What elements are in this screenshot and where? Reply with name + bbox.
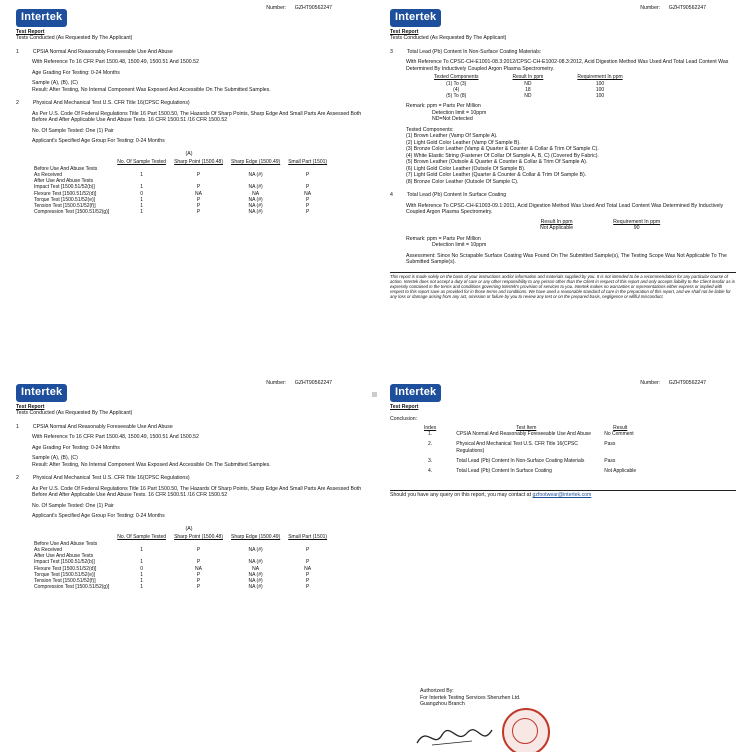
divider: [390, 272, 736, 273]
result-cell: 1: [140, 171, 144, 178]
result-cell: NA (#): [248, 571, 263, 578]
result-cell: NA: [195, 565, 202, 572]
sec3-title: Total Lead (Pb) Content In Non-Surface Coating Materials:: [406, 48, 542, 55]
col-sharp-point: Sharp Point (1500.48): [174, 534, 223, 541]
contact-email-link[interactable]: gzfootwear@intertek.com: [532, 492, 592, 499]
list-item: (6) Light Gold Color Leather (Outsole Of Sample B).: [406, 165, 526, 172]
component-cell: (1) To (3): [446, 80, 467, 87]
result-cell: NA (#): [248, 546, 263, 553]
sec1-age: Age Grading For Testing: 0-24 Months: [32, 69, 120, 76]
test-name-cell: Compression Test [1500.51/52(g)]: [34, 584, 110, 591]
col-result: Result: [613, 424, 628, 431]
test-item-cell: Total Lead (Pb) Content In Non-Surface Coating Materials: [456, 457, 585, 464]
sec4-no: 4: [390, 192, 393, 199]
authorized-branch: Guangzhou Branch: [420, 701, 465, 707]
report-title: Test Report: [390, 403, 419, 410]
value-cell: 18: [525, 86, 531, 93]
result-cell: P: [196, 584, 201, 591]
sec3-desc: With Reference To CPSC-CH-E1001-08.3:2012/CPSC-CH-E1002-08.3:2012, Acid Digestion Method Was Used And Total Lead Content Was Determined By Inductively Coupled Argon Plasma Spectrometry.: [406, 59, 729, 72]
report-title: Test Report: [16, 28, 45, 35]
col-test-item: Test Item: [516, 424, 537, 431]
result-cell: P: [305, 184, 310, 191]
sec4-h1: Result In ppm: [540, 218, 573, 225]
sec4-title: Total Lead (Pb) Content In Surface Coating: [406, 192, 507, 199]
component-cell: (5) To (8): [446, 93, 467, 99]
result-cell: NA (#): [248, 559, 263, 566]
sec3-remark-2: Detection limit = 10ppm: [432, 109, 487, 116]
result-cell: P: [305, 584, 310, 591]
report-page-4: [382, 380, 744, 752]
sec2-no: 2: [16, 100, 19, 107]
intertek-logo: Intertek: [390, 9, 441, 27]
sec2-title: Physical And Mechanical Test U.S. CFR Title 16(CPSC Regulations): [32, 100, 190, 107]
test-name-cell: After Use And Abuse Tests: [34, 553, 94, 559]
disclaimer: This report is made solely on the basis of your instructions and/or information and materials supplied by you. It is not intended to be a recommendation for any particular course of action. Intertek does not accept a duty of care or any other responsibility to any person other than the Client in respect of this report and only accepts liability to the Client insofar as is expressly contained in the terms and conditions governing Intertek's provision of services to you. Intertek makes no warranties or representations either express or implied with respect to this report save as provided for in those terms and conditions. We have used a reasonable standard of care in the preparation of this report, and we shall not be liable for any loss or damage arising from any act, omission or failure by you to review any test or on the prepared basis, negligence or willful misconduct.: [390, 273, 735, 300]
test-name-cell: Compression Test [1500.51/52(g)]: [34, 209, 110, 216]
result-cell: Not Applicable: [604, 468, 637, 474]
result-cell: 1: [140, 578, 144, 584]
result-cell: P: [305, 571, 310, 578]
sec1-sample: Sample (A), (B), (C): [32, 455, 78, 462]
test-name-cell: As Received: [34, 546, 63, 553]
sec4-remark-2: Detection limit = 10ppm: [432, 242, 487, 249]
result-cell: P: [305, 171, 310, 178]
sec4-desc: With Reference To CPSC-CH-E1003-09.1:2011, Acid Digestion Method Was Used And Total Lead Content Was Determined By Inductively Coupled Argon Plasma Spectrometry.: [406, 202, 724, 216]
sec1-no: 1: [16, 48, 19, 55]
test-name-cell: Before Use And Abuse Tests: [34, 165, 98, 172]
test-name-cell: As Received: [34, 171, 63, 178]
result-cell: Pass: [604, 457, 616, 464]
mech-test-table: [30, 534, 331, 590]
result-cell: NA: [252, 565, 260, 572]
intertek-logo: Intertek: [16, 9, 67, 27]
result-cell: 1: [140, 209, 144, 216]
list-item: (5) Brown Leather (Outsole & Quarter & Counter & Collar & Trim Of Sample A).: [406, 159, 588, 166]
result-cell: P: [305, 559, 310, 566]
test-name-cell: Before Use And Abuse Tests: [34, 540, 98, 547]
result-cell: NA: [195, 190, 202, 197]
table-row: [420, 441, 640, 458]
component-cell: (4): [453, 86, 460, 93]
col-sharp-edge: Sharp Edge (1500.49): [230, 534, 281, 541]
index-cell: 4.: [428, 468, 433, 474]
result-cell: 0: [140, 565, 144, 572]
result-cell: 1: [140, 584, 144, 591]
table-row: [420, 431, 640, 441]
test-item-cell: CPSIA Normal And Reasonably Foreseeable Use And Abuse: [456, 431, 592, 437]
result-cell: 1: [140, 196, 144, 203]
sec2-age: Applicant's Specified Age Group For Testing: 0-24 Months: [32, 513, 165, 520]
list-item: (7) Light Gold Color Leather (Quarter & Counter & Collar & Trim Of Sample B).: [406, 172, 587, 179]
result-cell: NA: [252, 190, 260, 197]
result-cell: NA (#): [248, 196, 263, 203]
result-cell: NA (#): [248, 171, 263, 178]
col-samples: No. Of Sample Tested: [117, 159, 167, 166]
sec2-nsamples: No. Of Sample Tested: One (1) Pair: [32, 127, 114, 134]
col-sharp-point: Sharp Point (1500.48): [174, 159, 223, 166]
col-small-part: Small Part (1501): [288, 534, 328, 541]
list-item: (8) Bronze Color Leather (Outsole Of Sample C).: [406, 178, 519, 185]
result-cell: 1: [140, 559, 144, 566]
col-components: Tested Components: [434, 74, 479, 81]
list-item: (1) Brown Leather (Vamp Of Sample A).: [406, 133, 498, 140]
result-cell: P: [196, 209, 201, 216]
value-cell: 100: [595, 93, 605, 99]
sec1-title: CPSIA Normal And Reasonably Foreseeable Use And Abuse: [32, 423, 173, 430]
sec4-v1: Not Applicable: [540, 225, 574, 232]
test-name-cell: Tension Test [1500.51/52(f)]: [34, 578, 96, 584]
value-cell: ND: [524, 80, 532, 87]
result-cell: NA (#): [248, 578, 263, 584]
number-value: GZHT90562247: [294, 5, 332, 11]
tests-conducted: Tests Conducted (As Requested By The Applicant): [390, 35, 507, 42]
sec2-title: Physical And Mechanical Test U.S. CFR Title 16(CPSC Regulations): [32, 475, 190, 482]
result-cell: 1: [140, 203, 144, 209]
list-item: (2) Light Gold Color Leather (Vamp Of Sample B).: [406, 139, 521, 146]
sec4-v2: 90: [633, 225, 640, 232]
result-cell: P: [196, 171, 201, 178]
result-cell: P: [196, 203, 201, 209]
report-title: Test Report: [16, 403, 45, 410]
sec2-no: 2: [16, 475, 19, 482]
authorized-by: Authorized By:: [420, 688, 454, 694]
table-row: [30, 584, 331, 590]
number-label: Number:: [640, 5, 661, 11]
list-item: (4) White Elastic String (Fastener Of Collar Of Sample A, B, C) (Covered By Fabric).: [406, 152, 599, 159]
sec2-age: Applicant's Specified Age Group For Testing: 0-24 Months: [32, 138, 165, 145]
col-requirement: Requirement In ppm: [577, 74, 623, 81]
table-label: (A): [185, 525, 193, 532]
result-cell: P: [305, 546, 310, 553]
result-cell: 0: [140, 190, 144, 197]
result-cell: P: [196, 559, 201, 566]
test-name-cell: Torque Test [1500.51/52(e)]: [34, 571, 96, 578]
col-sharp-edge: Sharp Edge (1500.49): [230, 159, 281, 166]
number-value: GZHT90562247: [294, 380, 332, 386]
sec3-no: 3: [390, 48, 393, 55]
test-name-cell: Impact Test [1500.51/52(b)]: [34, 559, 95, 566]
sec2-desc: As Per U.S. Code Of Federal Regulations Title 16 Part 1500.50, The Hazards Of Sharp Points, Sharp Edge And Small Parts Are Assessed Both Before And After Applicable Use And Abuse Tests. 16 CFR 1500.51 /16 CFR 1500.52: [32, 110, 362, 124]
result-cell: P: [196, 578, 201, 584]
value-cell: ND: [524, 93, 532, 99]
value-cell: 100: [595, 80, 605, 87]
sec1-ref: With Reference To 16 CFR Part 1500.48, 1500.49, 1500.51 And 1500.52: [32, 59, 199, 66]
sec1-no: 1: [16, 423, 19, 430]
col-samples: No. Of Sample Tested: [117, 534, 167, 541]
col-result: Result In ppm: [512, 74, 544, 81]
result-cell: NA: [304, 190, 312, 197]
query-text: Should you have any query on this report, you may contact at: [390, 492, 532, 499]
sec1-result: Result: After Testing, No Internal Component Was Exposed And Accessible On The Submitted Samples.: [32, 86, 271, 93]
intertek-logo: Intertek: [390, 384, 441, 402]
sec4-h2: Requirement In ppm: [613, 218, 661, 225]
result-cell: P: [196, 196, 201, 203]
test-name-cell: Flexure Test [1500.51/52(d)]: [34, 565, 97, 572]
result-cell: Pass: [604, 441, 616, 448]
col-index: Index: [424, 424, 437, 431]
lead-table: [430, 74, 627, 99]
test-name-cell: Tension Test [1500.51/52(f)]: [34, 203, 96, 209]
tests-conducted: Tests Conducted (As Requested By The Applicant): [16, 35, 133, 42]
mech-test-table: [30, 159, 331, 215]
tests-conducted: Tests Conducted (As Requested By The Applicant): [16, 410, 133, 417]
number-value: GZHT90562247: [668, 380, 706, 386]
table-row: [430, 93, 627, 99]
sec4-remark-1: Remark: ppm = Parts Per Million: [406, 235, 481, 242]
assessment: Assessment: Since No Scrapable Surface Coating Was Found On The Submitted Sample(s), The Testing Scope Was Not Applicable To The Submitted Sample(s).: [406, 252, 727, 266]
test-item-cell: Physical And Mechanical Test U.S. CFR Title 16(CPSC Regulations): [456, 441, 578, 454]
signature-image: [412, 715, 512, 752]
result-cell: P: [196, 546, 201, 553]
components-list: [406, 133, 736, 185]
report-page-3: [8, 380, 370, 752]
test-name-cell: After Use And Abuse Tests: [34, 178, 94, 184]
result-cell: NA: [304, 565, 312, 572]
table-label: (A): [185, 150, 193, 157]
report-page-2: [382, 5, 744, 377]
authorized-company: For Intertek Testing Services Shenzhen Ltd.: [420, 694, 521, 701]
index-cell: 3.: [428, 457, 433, 464]
test-item-cell: Total Lead (Pb) Content In Surface Coating: [456, 468, 552, 474]
list-item: (3) Bronze Color Leather (Vamp & Quarter & Counter & Collar & Trim Of Sample C).: [406, 146, 599, 153]
value-cell: 100: [595, 86, 605, 93]
sec2-desc: As Per U.S. Code Of Federal Regulations Title 16 Part 1500.50, The Hazards Of Sharp Points, Sharp Edge And Small Parts Are Assessed Both Before And After Applicable Use And Abuse Tests. 16 CFR 1500.51 /16 CFR 1500.52: [32, 485, 362, 499]
result-cell: P: [196, 571, 201, 578]
result-cell: NA (#): [248, 184, 263, 191]
col-small-part: Small Part (1501): [288, 159, 328, 166]
sec1-age: Age Grading For Testing: 0-24 Months: [32, 444, 120, 451]
sec3-remark-3: ND=Not Detected: [432, 116, 473, 123]
sec1-ref: With Reference To 16 CFR Part 1500.48, 1500.49, 1500.51 And 1500.52: [32, 434, 199, 441]
table-row: [420, 468, 640, 478]
result-cell: NA (#): [248, 209, 263, 216]
test-name-cell: Torque Test [1500.51/52(e)]: [34, 196, 96, 203]
conclusion-title: Conclusion:: [390, 416, 418, 423]
company-seal: [502, 708, 550, 752]
result-cell: 1: [140, 184, 144, 191]
sec1-sample: Sample (A), (B), (C): [32, 80, 78, 87]
conclusion-table: [420, 425, 640, 479]
sec2-nsamples: No. Of Sample Tested: One (1) Pair: [32, 502, 114, 509]
sec1-title: CPSIA Normal And Reasonably Foreseeable Use And Abuse: [32, 48, 173, 55]
test-name-cell: Impact Test [1500.51/52(b)]: [34, 184, 95, 191]
result-cell: NA (#): [248, 584, 263, 591]
result-cell: No Comment: [604, 431, 634, 437]
table-row: [420, 458, 640, 468]
result-cell: P: [305, 203, 310, 209]
page-separator: [372, 392, 377, 397]
sec3-remark-1: Remark: ppm = Parts Per Million: [406, 103, 481, 110]
sec1-result: Result: After Testing, No Internal Component Was Exposed And Accessible On The Submitted Samples.: [32, 461, 271, 468]
result-cell: NA (#): [248, 203, 263, 209]
number-label: Number:: [640, 380, 661, 386]
report-page-1: [8, 5, 370, 377]
number-label: Number:: [266, 380, 287, 386]
result-cell: P: [305, 578, 310, 584]
result-cell: P: [305, 209, 310, 216]
components-title: Tested Components:: [406, 126, 454, 133]
report-title: Test Report: [390, 28, 419, 35]
result-cell: P: [305, 196, 310, 203]
intertek-logo: Intertek: [16, 384, 67, 402]
number-value: GZHT90562247: [668, 5, 706, 11]
table-row: [30, 209, 331, 215]
result-cell: 1: [140, 546, 144, 553]
index-cell: 2.: [428, 441, 433, 448]
divider: [390, 490, 736, 491]
index-cell: 1.: [428, 431, 433, 437]
test-name-cell: Flexure Test [1500.51/52(d)]: [34, 190, 97, 197]
number-label: Number:: [266, 5, 287, 11]
table-row: [430, 81, 627, 87]
result-cell: P: [196, 184, 201, 191]
result-cell: 1: [140, 571, 144, 578]
